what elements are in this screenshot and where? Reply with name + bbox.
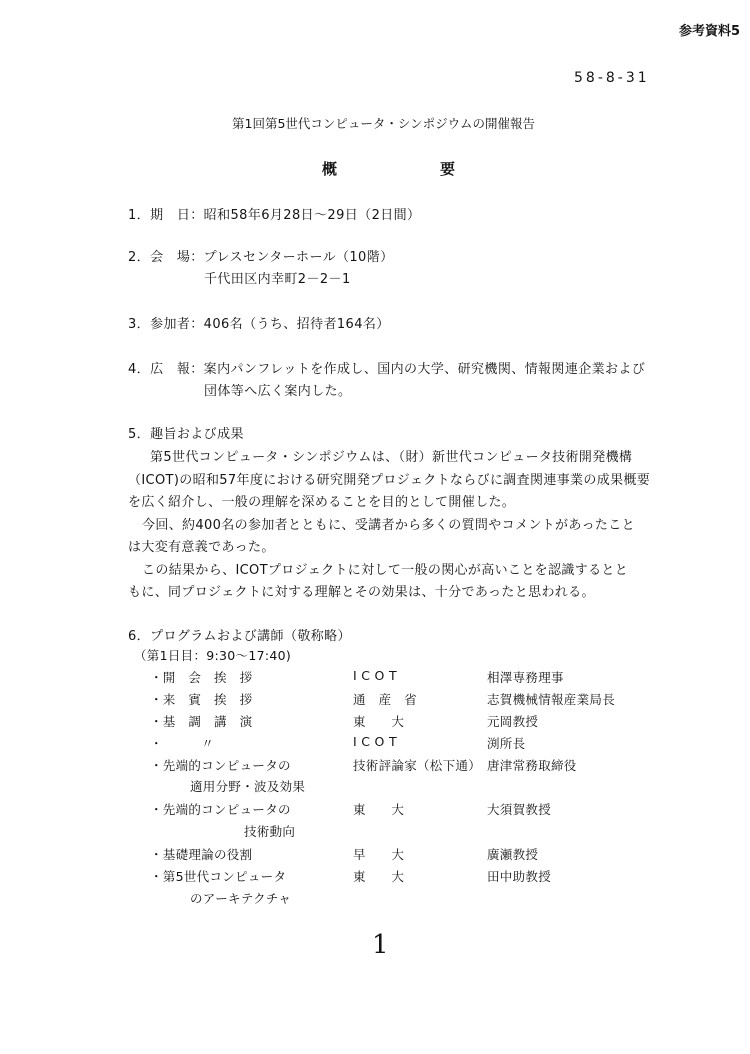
- program-title: ・第5世代コンピュータ: [150, 869, 287, 884]
- page-number: 1: [372, 930, 389, 960]
- document-title: 第1回第5世代コンピュータ・シンポジウムの開催報告: [232, 116, 535, 131]
- program-title: ・先端的コンピュータの: [150, 802, 291, 817]
- program-speaker: 志賀機械情報産業局長: [487, 692, 616, 707]
- program-title: ・基礎理論の役割: [150, 847, 253, 862]
- item-venue-address: 千代田区内幸町2－2－1: [204, 272, 351, 287]
- purpose-line-7: もに、同プロジェクトに対する理解とその効果は、十分であったと思われる。: [128, 585, 595, 600]
- section-program-heading: 6．プログラムおよび講師（敬称略）: [128, 629, 351, 644]
- program-org: 技術評論家（松下通）: [353, 758, 482, 773]
- program-org: 東 大: [353, 802, 405, 817]
- program-title: ・来 賓 挨 拶: [150, 692, 253, 707]
- program-org: I C O T: [353, 668, 397, 683]
- program-title-cont: のアーキテクチャ: [190, 891, 292, 906]
- item-publicity-cont: 団体等へ広く案内した。: [204, 384, 352, 399]
- program-speaker: 大須賀教授: [487, 802, 552, 817]
- program-speaker: 田中助教授: [487, 869, 552, 884]
- program-title-cont: 技術動向: [244, 824, 296, 839]
- purpose-line-4: 今回、約400名の参加者とともに、受講者から多くの質問やコメントがあったこと: [142, 518, 635, 533]
- program-title: ・先端的コンピュータの: [150, 758, 291, 773]
- reference-label: 参考資料5: [678, 24, 740, 39]
- section-purpose-heading: 5．趣旨および成果: [128, 427, 244, 442]
- program-org: 早 大: [353, 847, 405, 862]
- program-org: 東 大: [353, 714, 405, 729]
- program-speaker: 廣瀬教授: [487, 847, 539, 862]
- item-date: 1．期 日：昭和58年6月28日～29日（2日間）: [128, 208, 421, 223]
- purpose-line-3: を広く紹介し、一般の理解を深めることを目的として開催した。: [128, 495, 516, 510]
- purpose-line-6: この結果から、ICOTプロジェクトに対して一般の関心が高いことを認識するとと: [142, 563, 629, 578]
- program-title: ・基 調 講 演: [150, 714, 253, 729]
- program-speaker: 相澤専務理事: [487, 670, 564, 685]
- heading-part-2: 要: [440, 160, 456, 178]
- program-org: 東 大: [353, 869, 405, 884]
- item-venue: 2．会 場：プレスセンターホール（10階）: [128, 250, 394, 265]
- item-attendees: 3．参加者：406名（うち、招待者164名）: [128, 317, 390, 332]
- program-speaker: 渕所長: [487, 736, 526, 751]
- program-title: ・開 会 挨 拶: [150, 670, 253, 685]
- heading-part-1: 概: [322, 160, 338, 178]
- purpose-line-1: 第5世代コンピュータ・シンポジウムは、（財）新世代コンピュータ技術開発機構: [150, 450, 633, 465]
- item-publicity: 4．広 報：案内パンフレットを作成し、国内の大学、研究機関、情報関連企業および: [128, 362, 646, 377]
- program-title-cont: 適用分野・波及効果: [190, 779, 306, 794]
- purpose-line-5: は大変有意義であった。: [128, 540, 275, 555]
- program-speaker: 元岡教授: [487, 714, 539, 729]
- document-date: 58-8-31: [574, 70, 650, 86]
- program-org: I C O T: [353, 734, 397, 749]
- program-org: 通 産 省: [353, 692, 418, 707]
- program-day-label: （第1日目：9:30～17:40): [134, 648, 292, 663]
- program-title: ・ 〃: [150, 736, 215, 751]
- purpose-line-2: （ICOT)の昭和57年度における研究開発プロジェクトならびに調査関連事業の成果概要: [128, 473, 651, 488]
- program-speaker: 唐津常務取締役: [487, 758, 577, 773]
